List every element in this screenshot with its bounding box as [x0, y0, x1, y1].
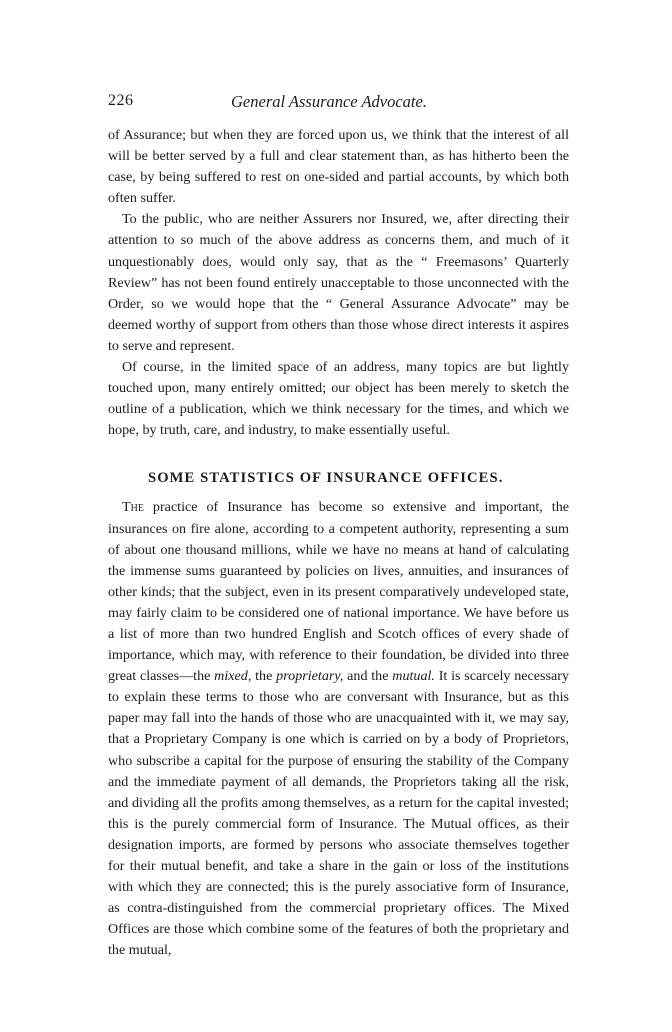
book-page	[108, 92, 569, 961]
lead-word: The	[122, 499, 144, 516]
body-text	[108, 125, 569, 961]
spacer	[108, 489, 569, 497]
paragraph-of-course: Of course, in the limited space of an address, many topics are but lightly touched upon, many entirely omitted; our object has been merely to sketch the outline of a publication, which we think necessary for the times, and which we hope, by truth, care, and industry, to make essentially useful.	[108, 359, 569, 439]
term-mutual: mutual.	[392, 668, 435, 685]
text-segment: practice of Insurance has become so extensive and important, the insurances on fire alone, according to a competent authority, representing a sum of about one thousand millions, while we have no means at hand of calculating the immense sums guaranteed by policies on lives, annuities, and insurances of other kinds; that the subject, even in its present comparatively undeveloped state, may fairly claim to be considered one of national importance. We have before us a list of more than two hundred English and Scotch offices of every shade of importance, which may, with reference to their foundation, be divided into three great classes—the	[108, 499, 569, 685]
term-proprietary: proprietary,	[276, 668, 344, 685]
term-mixed: mixed,	[214, 668, 252, 685]
paragraph-statistics	[108, 497, 569, 961]
text-segment: It is scarcely necessary to explain these terms to those who are conversant with Insurance, but as this paper may fall into the hands of those who are unacquainted with it, we may say, that a Proprietary Company is one which is carried on by a body of Proprietors, who subscribe a capital for the purpose of ensuring the stability of the Company and the immediate payment of all demands, the Proprietors taking all the risk, and dividing all the profits among themselves, as a return for the capital invested; this is the purely commercial form of Insurance. The Mutual offices, as their designation imports, are formed by persons who associate themselves together for their mutual benefit, and take a share in the gain or loss of the institutions with which they are connected; this is the purely associative form of Insurance, as contra-distinguished from the commercial proprietary offices. The Mixed Offices are those which combine some of the features of both the proprietary and the mutual,	[108, 668, 570, 959]
section-heading: SOME STATISTICS OF INSURANCE OFFICES.	[148, 470, 504, 487]
page-number: 226	[108, 92, 134, 109]
spacer	[108, 441, 569, 467]
text-segment: the	[251, 668, 277, 685]
text-segment: and the	[343, 668, 393, 685]
paragraph-continuation: of Assurance; but when they are forced upon us, we think that the interest of all will be better served by a full and clear statement than, as has hitherto been the case, by being suffered to rest on one-sided and partial accounts, by which both often suffer.	[108, 127, 569, 207]
paragraph-to-the-public: To the public, who are neither Assurers nor Insured, we, after directing their attention to so much of the above address as concerns them, and much of it unquestionably does, would only say, that as the “ Freemasons’ Quarterly Review” has not been found entirely unacceptable to those unconnected with the Order, so we would hope that the “ General Assurance Advocate” may be deemed worthy of support from others than those whose direct interests it aspires to serve and represent.	[108, 211, 569, 354]
running-head	[108, 92, 569, 114]
running-title: General Assurance Advocate.	[231, 92, 427, 111]
